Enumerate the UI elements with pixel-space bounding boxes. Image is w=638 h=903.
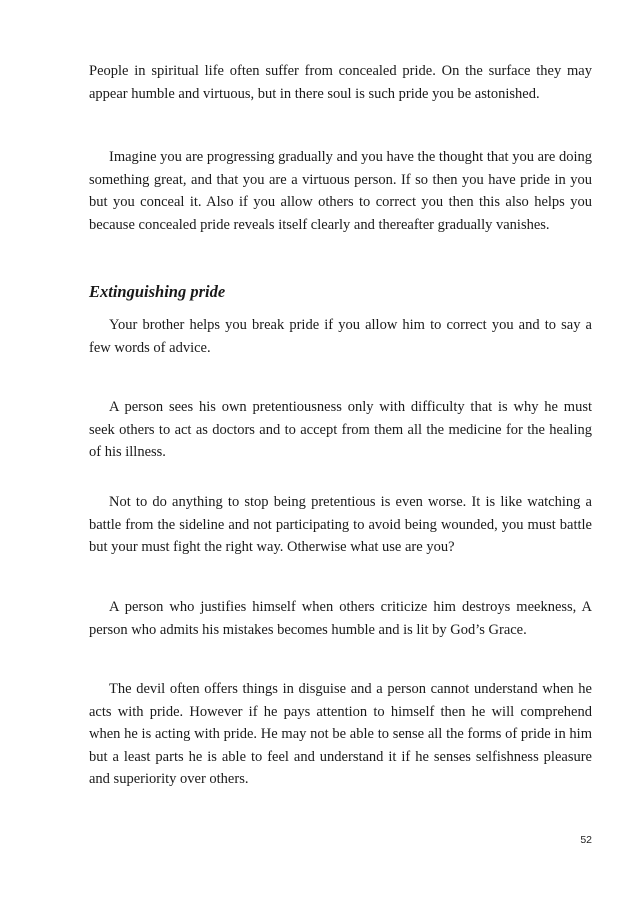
paragraph-battle [89, 491, 592, 559]
page-number: 52 [580, 834, 592, 846]
paragraph-text: Imagine you are progressing gradually and you have the thought that you are doing something great, and that you are a virtuous person. If so then you have pride in you but you conceal it. Also if you allow others to correct you then this also helps you because concealed pride reveals itself clearly and thereafter gradually vanishes. [89, 149, 592, 233]
paragraph-text: A person who justifies himself when others criticize him destroys meekness, A person who admits his mistakes becomes humble and is lit by God’s Grace. [89, 599, 592, 638]
paragraph-devil-disguise [89, 678, 592, 791]
paragraph-text: Your brother helps you break pride if you allow him to correct you and to say a few words of advice. [89, 317, 592, 356]
paragraph-concealed-pride [89, 60, 592, 105]
paragraph-text: The devil often offers things in disguise and a person cannot understand when he acts with pride. However if he pays attention to himself then he will comprehend when he is acting with pride. He may not be able to sense all the forms of pride in him but a least parts he is able to feel and understand it if he senses selfishness pleasure and superiority over others. [89, 681, 592, 787]
paragraph-brother-helps [89, 314, 592, 359]
paragraph-meekness [89, 596, 592, 641]
section-heading: Extinguishing pride [89, 282, 226, 301]
paragraph-progressing [89, 146, 592, 236]
paragraph-text: People in spiritual life often suffer from concealed pride. On the surface they may appear humble and virtuous, but in there soul is such pride you be astonished. [89, 63, 592, 102]
paragraph-text: A person sees his own pretentiousness only with difficulty that is why he must seek others to act as doctors and to accept from them all the medicine for the healing of his illness. [89, 399, 592, 460]
paragraph-pretentiousness [89, 396, 592, 464]
paragraph-text: Not to do anything to stop being pretentious is even worse. It is like watching a battle from the sideline and not participating to avoid being wounded, you must battle but your must fight the right way. Otherwise what use are you? [89, 494, 592, 555]
